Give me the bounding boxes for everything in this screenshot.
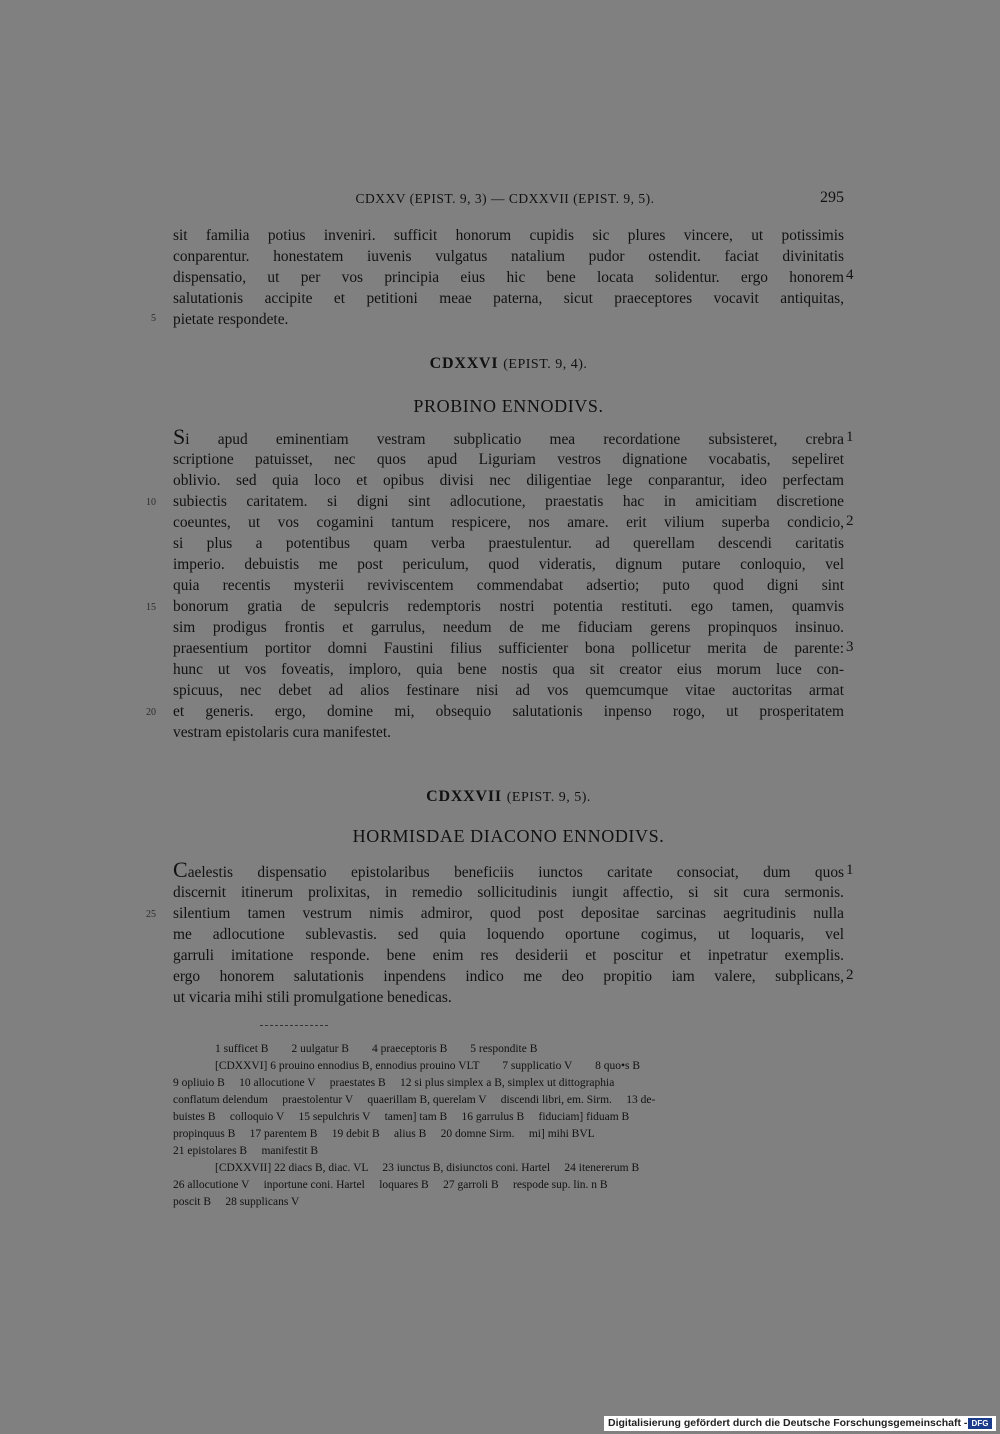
letter-cdxxv-ending (173, 225, 844, 330)
text-line: scriptione patuisset, nec quos apud Liguriam vestros dignatione vocabatis, sepeliret (173, 451, 844, 468)
footnote-separator (260, 1025, 328, 1026)
text-line-first (173, 861, 844, 882)
apparatus-line: [CDXXVI] 6 prouino ennodius B, ennodius prouino VLT 7 supplicatio V 8 quo•s B (215, 1060, 641, 1072)
text-line: discernit itinerum prolixitas, in remedio sollicitudinis iungit affectio, si sit cura sermonis. (173, 884, 844, 901)
text-line-rest: aelestis dispensatio epistolaribus beneficiis iunctos caritate consociat, dum quos (187, 864, 844, 881)
text-line-rest: i apud eminentiam vestram subplicatio mea recordatione subsisteret, crebra (185, 431, 844, 448)
apparatus-line: poscit B 28 supplicans V (173, 1196, 300, 1208)
running-head (0, 188, 1000, 212)
letter-number-heading (173, 788, 844, 806)
letter-cdxxvii-text (173, 861, 844, 1008)
initial-letter: C (173, 861, 188, 882)
paragraph-number: 2 (846, 967, 854, 983)
paragraph-number: 3 (846, 639, 854, 655)
apparatus-line: 26 allocutione V inportune coni. Hartel loquares B 27 garroli B respode sup. lin. n B (173, 1179, 608, 1191)
initial-letter: S (173, 428, 186, 449)
letter-number-heading (173, 355, 844, 373)
paragraph-number: 1 (846, 862, 854, 878)
running-head-title: CDXXV (EPIST. 9, 3) — CDXXVII (EPIST. 9, 5). (355, 191, 655, 206)
text-line: coeuntes, ut vos cogamini tantum respicere, nos amare. erit vilium superba condicio, (173, 514, 844, 531)
apparatus-line: buistes B colloquio V 15 sepulchris V tamen] tam B 16 garrulus B fiduciam] fiduam B (173, 1111, 630, 1123)
text-line: pietate respondete. (173, 311, 289, 328)
text-line: spicuus, nec debet ad alios festinare nisi ad vos quemcumque vitae auctoritas armat (173, 682, 844, 699)
text-line: oblivio. sed quia loco et opibus divisi nec diligentiae lege conparantur, ideo perfectam (173, 472, 844, 489)
page-number: 295 (820, 189, 844, 206)
text-line: sit familia potius inveniri. sufficit honorum cupidis sic plures vincere, ut potissimis (173, 227, 844, 244)
critical-apparatus (173, 1041, 844, 1211)
text-line: sim prodigus frontis et garrulus, needum de me fiduciam gerens propinquos insinuo. (173, 619, 844, 636)
text-line: dispensatio, ut per vos principia eius hic bene locata solidentur. ergo honorem (173, 269, 844, 286)
text-line: quia recentis mysterii reviviscentem commendabat adsertio; puto quod digni sint (173, 577, 844, 594)
letter-cdxxvi-text (173, 428, 844, 743)
funding-text: Digitalisierung gefördert durch die Deutsche Forschungsgemeinschaft - (608, 1417, 968, 1429)
line-number: 20 (146, 707, 156, 718)
text-line: ergo honorem salutationis inpendens indico me deo propitio iam valere, subplicans, (173, 968, 844, 985)
letter-number: CDXXVI (429, 355, 499, 372)
paragraph-number: 1 (846, 429, 854, 445)
funding-footer (604, 1416, 996, 1431)
text-line: vestram epistolaris cura manifestet. (173, 724, 391, 741)
apparatus-line: 1 sufficet B 2 uulgatur B 4 praeceptoris B 5 respondite B (215, 1043, 538, 1055)
text-line: si plus a potentibus quam verba praestulentur. ad querellam descendi caritatis (173, 535, 844, 552)
text-line: silentium tamen vestrum nimis admiror, quod post depositae sarcinas aegritudinis nulla (173, 905, 844, 922)
text-line: imperio. debuistis me post periculum, quod videratis, dignum putare conloquio, vel (173, 556, 844, 573)
text-line: et generis. ergo, domine mi, obsequio salutationis inpenso rogo, ut prosperitatem (173, 703, 844, 720)
letter-title: HORMISDAE DIACONO ENNODIVS. (352, 826, 665, 846)
apparatus-line: [CDXXVII] 22 diacs B, diac. VL 23 iunctus B, disiunctos coni. Hartel 24 itenererum B (215, 1162, 640, 1174)
line-number: 5 (151, 313, 156, 324)
text-line: conparentur. honestatem iuvenis vulgatus natalium pudor ostendit. faciat divinitatis (173, 248, 844, 265)
text-line: salutationis accipite et petitioni meae paterna, sicut praeceptores vocavit antiquitas, (173, 290, 844, 307)
text-line: bonorum gratia de sepulcris redemptoris nostri potentia restituti. ego tamen, quamvis (173, 598, 844, 615)
apparatus-line: 21 epistolares B manifestit B (173, 1145, 319, 1157)
apparatus-line: conflatum delendum praestolentur V quaerillam B, querelam V discendi libri, em. Sirm. 13 de- (173, 1094, 656, 1106)
text-line: garruli imitatione responde. bene enim res desiderii et poscitur et inpetratur exemplis. (173, 947, 844, 964)
text-line: hunc ut vos foveatis, imploro, quia bene nostis qua sit creator eius morum luce con- (173, 661, 844, 678)
letter-title: PROBINO ENNODIVS. (413, 396, 604, 416)
text-line: praesentium portitor domni Faustini filius sufficienter bona pollicetur merita de parente: (173, 640, 844, 657)
text-line: ut vicaria mihi stili promulgatione benedicas. (173, 989, 452, 1006)
text-line: subiectis caritatem. si digni sint adlocutione, praestatis hac in amicitiam discretione (173, 493, 844, 510)
line-number: 15 (146, 602, 156, 613)
paragraph-number: 4 (846, 267, 854, 283)
line-number: 10 (146, 497, 156, 508)
apparatus-line: propinquus B 17 parentem B 19 debit B alius B 20 domne Sirm. mi] mihi BVL (173, 1128, 595, 1140)
apparatus-line: 9 opliuio B 10 allocutione V praestates B 12 si plus simplex a B, simplex ut dittographia (173, 1077, 615, 1089)
text-line-first (173, 428, 844, 449)
letter-reference: (EPIST. 9, 4). (503, 357, 588, 372)
line-number: 25 (146, 909, 156, 920)
dfg-logo: DFG (968, 1418, 992, 1429)
letter-number: CDXXVII (426, 788, 502, 805)
paragraph-number: 2 (846, 513, 854, 529)
text-line: me adlocutione sublevastis. sed quia loquendo oportune cogimus, ut loquaris, vel (173, 926, 844, 943)
letter-reference: (EPIST. 9, 5). (506, 790, 591, 805)
